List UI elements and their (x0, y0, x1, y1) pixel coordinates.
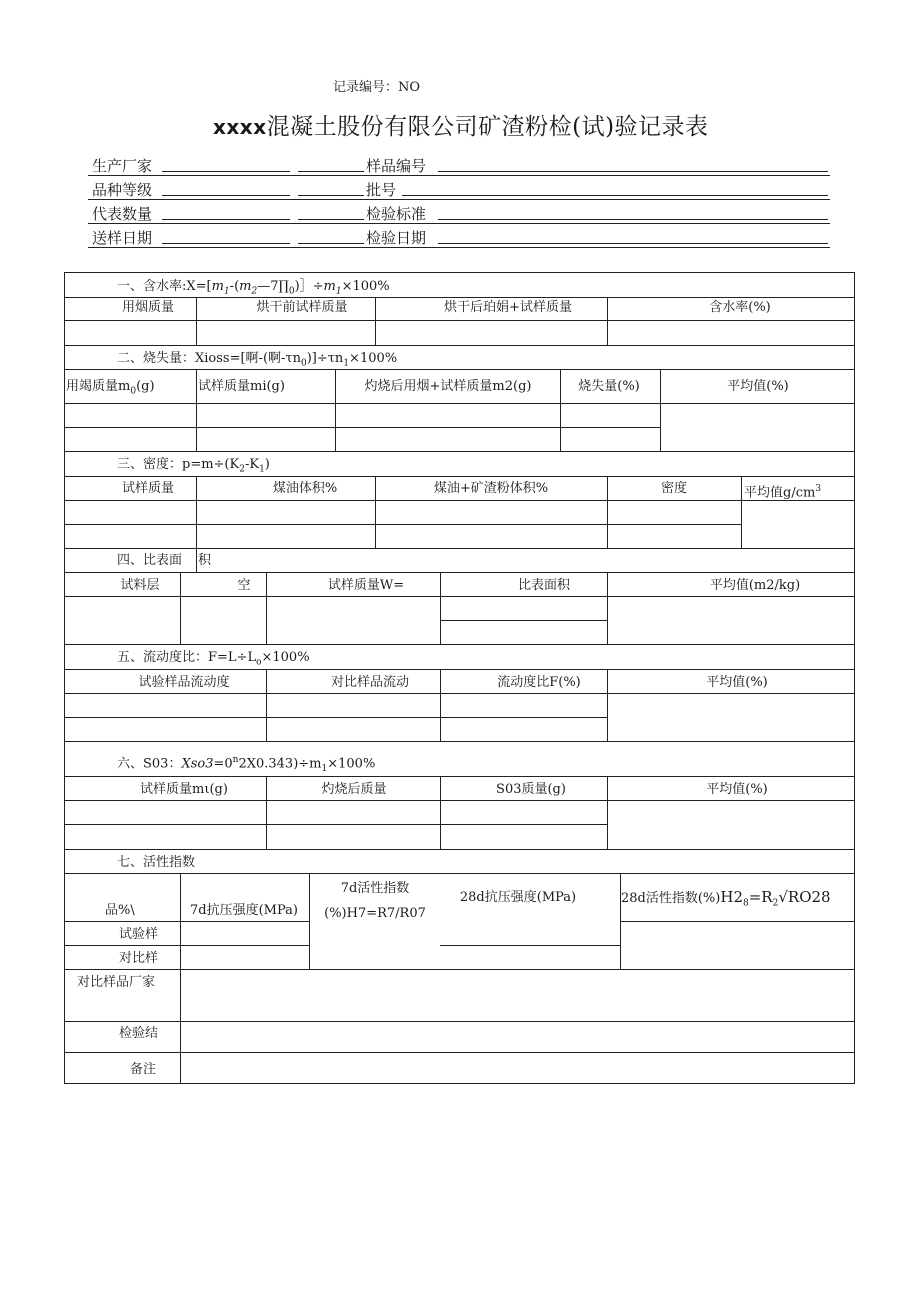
sec5-header-ratio: 流动度比F(%) (497, 675, 581, 690)
col-line (196, 297, 197, 345)
col-line (196, 369, 197, 451)
sec2-header-sample: 试样质量mi(g) (198, 379, 285, 394)
sec4-header-void: 空 (237, 578, 251, 593)
col-line (375, 297, 376, 345)
col-line (266, 572, 267, 644)
quantity-label: 代表数量 (92, 205, 153, 223)
standard-label: 检验标准 (366, 205, 427, 223)
quantity-field-ext[interactable] (298, 219, 364, 220)
sec3-header-mass: 试样质量 (121, 481, 175, 496)
standard-field[interactable] (438, 219, 828, 220)
quantity-field[interactable] (162, 219, 290, 220)
sec1-header-moisture: 含水率(%) (709, 300, 771, 315)
sec2-header-avg: 平均值(%) (727, 379, 789, 394)
grade-field-ext[interactable] (298, 195, 364, 196)
send-date-field-ext[interactable] (298, 243, 364, 244)
sec3-header-kerosene: 煤油体积% (272, 481, 338, 496)
col-line (660, 369, 661, 451)
sec6-header-mass: 试样质量mι(g) (140, 782, 228, 797)
send-date-label: 送样日期 (92, 229, 153, 247)
sec1-header-after: 烘干后珀娟+试样质量 (444, 300, 572, 315)
col-line (266, 669, 267, 741)
col-line (440, 776, 441, 849)
sec6-header-burned: 灼烧后质量 (321, 782, 387, 797)
row-line (64, 297, 855, 298)
manufacturer-field[interactable] (162, 171, 290, 172)
sec4-label-tail: 积 (198, 553, 212, 568)
col-line (375, 476, 376, 548)
header-rule (88, 247, 830, 248)
col-line (440, 572, 441, 644)
sec2-header-crucible: 用竭质量$m_0(g)$ (66, 379, 155, 397)
sec5-header-test-flow: 试验样品流动度 (138, 675, 230, 690)
title-main: 混凝土股份有限公司矿渣粉检(试)验记录表 (266, 114, 709, 140)
batch-no-label: 批号 (366, 181, 397, 199)
page-title (213, 108, 709, 141)
manufacturer-label: 生产厂家 (92, 157, 153, 175)
col-line (741, 476, 742, 548)
sec4-header-area: 比表面积 (517, 578, 571, 593)
sec6-header-so3: S03质量(g) (496, 782, 566, 797)
row-line (64, 969, 855, 970)
record-number-label: 记录编号：NO (333, 80, 421, 95)
sec4-header-avg: 平均值(m2/kg) (709, 578, 801, 593)
sec5-header-compare-flow: 对比样品流动 (330, 675, 410, 690)
row-line (64, 1021, 855, 1022)
sec7-header-28d-strength: 28d抗压强度(MPa) (459, 890, 577, 905)
header-rule (88, 199, 830, 200)
row-line (64, 873, 855, 874)
sec3-formula: 三、密度：$p=m\div(K_2-K_1)$ (117, 457, 270, 475)
grade-label: 品种等级 (92, 181, 153, 199)
title-prefix: xxxx (213, 115, 267, 139)
sec7-corner: 品%\ (105, 903, 135, 918)
sec2-formula: 二、烧失量：Xioss=[啊-(啊$-\tau n_0)]\div\tau n_1\times 100\%$ (117, 351, 398, 369)
sec3-header-density: 密度 (660, 481, 688, 496)
row-line (64, 476, 855, 477)
row-line (64, 524, 742, 525)
compare-maker-label: 对比样品厂家 (77, 975, 156, 990)
col-line (560, 369, 561, 451)
row-line (64, 849, 855, 850)
row-line (620, 921, 855, 922)
sec1-header-before: 烘干前试样质量 (256, 300, 348, 315)
col-line (309, 873, 310, 969)
col-line (180, 572, 181, 644)
row-line (64, 572, 855, 573)
col-line (335, 369, 336, 451)
row-line (64, 945, 310, 946)
col-line (196, 548, 197, 572)
sec6-formula: 六、S03：$Xso3=0^n2X0.343)\div m_1\times 100\%$ (117, 755, 376, 774)
grade-field[interactable] (162, 195, 290, 196)
row-line (440, 945, 621, 946)
sec7-label: 七、活性指数 (117, 855, 196, 870)
row-line (64, 548, 855, 549)
row-line (64, 451, 855, 452)
row-line (64, 644, 855, 645)
row-line (64, 800, 855, 801)
row-line (64, 824, 608, 825)
sec4-header-mass: 试样质量W= (327, 578, 405, 593)
row-line (64, 741, 855, 742)
col-line (607, 297, 608, 345)
sec2-header-loss: 烧失量(%) (578, 379, 640, 394)
col-line (440, 669, 441, 741)
row-line (64, 693, 855, 694)
row-line (64, 500, 855, 501)
row-line (64, 1052, 855, 1053)
sec3-header-avg: 平均值$g/cm^3$ (744, 484, 822, 501)
test-date-label: 检验日期 (366, 229, 427, 247)
remark-label: 备注 (130, 1062, 157, 1077)
sec1-header-crucible: 用烟质量 (121, 300, 175, 315)
row-line (64, 669, 855, 670)
send-date-field[interactable] (162, 243, 290, 244)
row-line (64, 776, 855, 777)
sec5-formula: 五、流动度比：$F=L\div L_o\times 100\%$ (117, 650, 310, 668)
sec5-header-avg: 平均值(%) (706, 675, 768, 690)
sec7-header-28d-index: 28d活性指数$(\%)H2_8=R_2√RO28$ (621, 888, 831, 909)
header-rule (88, 175, 830, 176)
sec1-formula: 一、含水率$:X=[m_1-(m_2—7\prod_0)]\div m_1\times 100\%$ (117, 279, 390, 297)
batch-no-field[interactable] (402, 195, 828, 196)
conclusion-label: 检验结 (119, 1026, 159, 1041)
sec7-header-7d-index: 7d活性指数 (340, 881, 410, 896)
sec4-label: 四、比表面 (117, 553, 183, 568)
sample-no-label: 样品编号 (366, 157, 427, 175)
col-line (266, 776, 267, 849)
sec7-row-compare: 对比样 (119, 951, 159, 966)
col-line (196, 476, 197, 548)
test-date-field[interactable] (438, 243, 828, 244)
row-line (64, 717, 608, 718)
col-line (607, 572, 608, 644)
row-line (64, 921, 310, 922)
row-line (64, 369, 855, 370)
row-line (64, 320, 855, 321)
manufacturer-field-ext[interactable] (298, 171, 364, 172)
row-line (440, 620, 608, 621)
row-line (64, 596, 855, 597)
sec6-header-avg: 平均值(%) (706, 782, 768, 797)
row-line (64, 345, 855, 346)
col-line (607, 476, 608, 548)
sec7-header-7d-formula: (%)H7=R7/R07 (324, 906, 426, 921)
sec2-header-burned: 灼烧后用烟+试样质量m2(g) (364, 379, 532, 394)
header-rule (88, 223, 830, 224)
col-line (620, 873, 621, 969)
row-line (64, 403, 855, 404)
sec7-header-7d-strength: 7d抗压强度(MPa) (190, 903, 298, 918)
sec4-header-layer: 试料层 (120, 578, 160, 593)
sample-no-field[interactable] (438, 171, 828, 172)
col-line (607, 776, 608, 849)
sec3-header-kerosene-slag: 煤油+矿渣粉体积% (433, 481, 549, 496)
col-line (607, 669, 608, 741)
sec7-row-test: 试验样 (119, 927, 159, 942)
row-line (64, 427, 661, 428)
